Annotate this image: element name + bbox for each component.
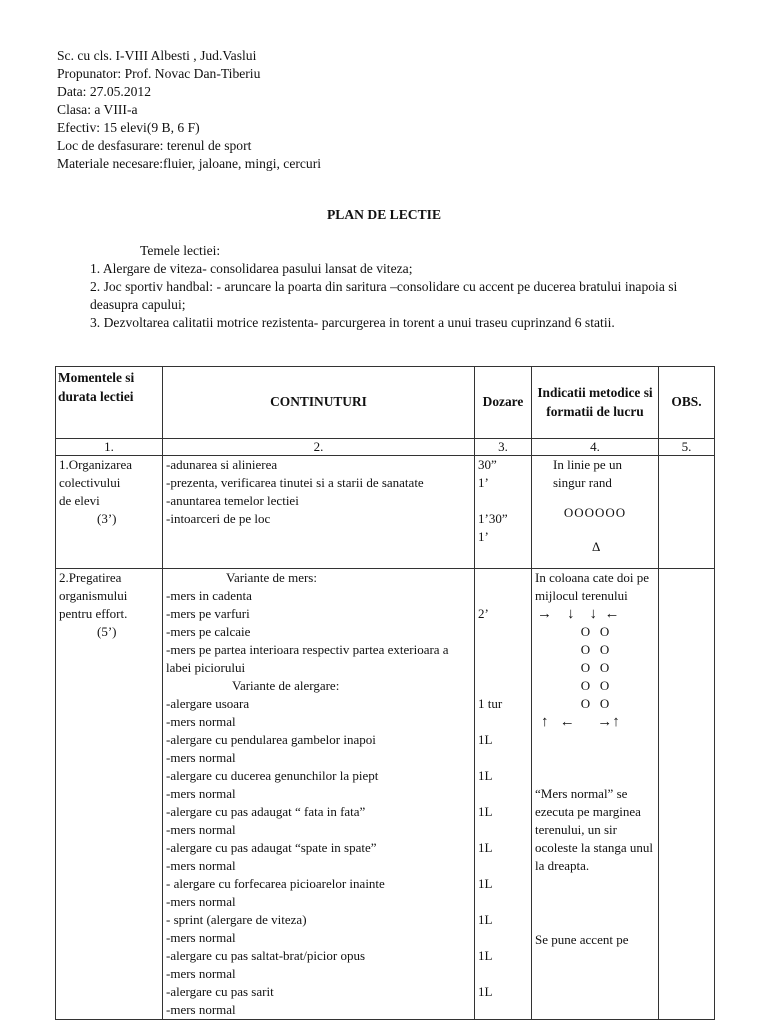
content-line: -mers normal — [166, 930, 236, 945]
header-contents: CONTINUTURI — [163, 367, 475, 439]
spacer — [535, 522, 655, 538]
arrow-diagram-bottom: ↑ ← →↑ — [541, 714, 620, 730]
dosage-value: 1L — [478, 840, 493, 855]
content-line: -mers normal — [166, 1002, 236, 1017]
lesson-themes — [90, 242, 680, 332]
location-line: Loc de desfasurare: terenul de sport — [57, 138, 252, 153]
content-subheading: Variante de alergare: — [232, 678, 340, 693]
content-line: -prezenta, verificarea tinutei si a starii de sanatate — [166, 475, 424, 490]
column-number: 5. — [659, 439, 715, 456]
table-header-row — [56, 367, 715, 439]
content-line: -mers pe calcaie — [166, 624, 251, 639]
spacer — [535, 731, 655, 785]
spacer — [535, 492, 655, 504]
formation-diagram: OOOOOO — [563, 505, 627, 520]
moment-cell — [56, 569, 163, 1020]
content-line: -mers normal — [166, 786, 236, 801]
dosage-value: 30” — [478, 457, 497, 472]
content-line: - alergare cu forfecarea picioarelor inainte — [166, 876, 385, 891]
moment-text: organismului — [59, 588, 128, 603]
content-line: -mers normal — [166, 966, 236, 981]
content-line: -mers normal — [166, 822, 236, 837]
table-row — [56, 569, 715, 1020]
dosage-spacer — [478, 929, 528, 947]
content-line: -alergare cu pas sarit — [166, 984, 274, 999]
content-line: -alergare usoara — [166, 696, 250, 711]
moment-cell — [56, 456, 163, 569]
theme-item: 3. Dezvoltarea calitatii motrice rezistenta- parcurgerea in torent a unui traseu cuprinzand 6 statii. — [90, 315, 615, 330]
document-header — [57, 47, 321, 173]
moment-text: colectivului — [59, 475, 121, 490]
class-line: Clasa: a VIII-a — [57, 102, 138, 117]
obs-cell — [659, 456, 715, 569]
teacher-line: Propunator: Prof. Novac Dan-Tiberiu — [57, 66, 261, 81]
column-formation-row: O O — [580, 678, 610, 693]
moment-text: 2.Pregatirea — [59, 570, 122, 585]
materials-line: Materiale necesare:fluier, jaloane, mingi, cercuri — [57, 156, 322, 171]
themes-intro: Temele lectiei: — [140, 243, 221, 258]
dosage-value: 1L — [478, 876, 493, 891]
moment-text: pentru effort. — [59, 606, 128, 621]
dosage-spacer — [478, 492, 528, 510]
column-number: 4. — [532, 439, 659, 456]
indications-cell — [532, 569, 659, 1020]
moment-text: 1.Organizarea — [59, 457, 133, 472]
content-line: -mers in cadenta — [166, 588, 252, 603]
content-line: -intoarceri de pe loc — [166, 511, 271, 526]
dosage-value: 1’ — [478, 475, 489, 490]
column-formation-row: O O — [580, 660, 610, 675]
dosage-spacer — [478, 749, 528, 767]
indications-cell — [532, 456, 659, 569]
moment-duration: (3’) — [97, 511, 117, 526]
dosage-spacer — [478, 569, 528, 605]
obs-cell — [659, 569, 715, 1020]
content-cell — [163, 456, 475, 569]
moment-duration: (5’) — [97, 624, 117, 639]
content-line: -anuntarea temelor lectiei — [166, 493, 299, 508]
dosage-spacer — [478, 965, 528, 983]
dosage-value: 1L — [478, 768, 493, 783]
dosage-value: 1L — [478, 732, 493, 747]
content-line: -mers normal — [166, 714, 236, 729]
content-line: -alergare cu pas saltat-brat/picior opus — [166, 948, 366, 963]
dosage-value: 1’30” — [478, 511, 508, 526]
dosage-cell — [475, 569, 532, 1020]
content-cell — [163, 569, 475, 1020]
content-line: -alergare cu pendularea gambelor inapoi — [166, 732, 376, 747]
page-title: PLAN DE LECTIE — [326, 207, 442, 222]
column-formation-row: O O — [580, 696, 610, 711]
content-line: -alergare cu pas adaugat “ fata in fata” — [166, 804, 366, 819]
dosage-spacer — [478, 893, 528, 911]
dosage-value: 1L — [478, 948, 493, 963]
dosage-value: 1’ — [478, 529, 489, 544]
dosage-value: 1L — [478, 804, 493, 819]
dosage-spacer — [478, 713, 528, 731]
content-subheading: Variante de mers: — [226, 570, 317, 585]
column-formation-row: O O — [580, 624, 610, 639]
header-obs: OBS. — [659, 367, 715, 439]
header-moments: Momentele si durata lectiei — [56, 367, 163, 439]
spacer — [535, 875, 655, 931]
dosage-spacer — [478, 821, 528, 839]
dosage-value: 1L — [478, 912, 493, 927]
content-line: -adunarea si alinierea — [166, 457, 278, 472]
theme-item: 1. Alergare de viteza- consolidarea pasului lansat de viteza; — [90, 261, 413, 276]
school-line: Sc. cu cls. I-VIII Albesti , Jud.Vaslui — [57, 48, 257, 63]
content-line: -mers normal — [166, 894, 236, 909]
moment-text: de elevi — [59, 493, 100, 508]
indication-text: In linie pe un singur rand — [553, 457, 622, 490]
content-line: -mers pe varfuri — [166, 606, 250, 621]
column-number: 3. — [475, 439, 532, 456]
column-number-row — [56, 439, 715, 456]
column-number: 2. — [163, 439, 475, 456]
table-row — [56, 456, 715, 569]
dosage-spacer — [478, 857, 528, 875]
dosage-value: 1 tur — [478, 696, 503, 711]
lesson-plan-table — [55, 366, 715, 1020]
dosage-cell — [475, 456, 532, 569]
dosage-value: 2’ — [478, 606, 489, 621]
indication-text: Se pune accent pe — [535, 932, 629, 947]
arrow-diagram-top: → ↓ ↓ ← — [537, 606, 620, 622]
header-indications: Indicatii metodice si formatii de lucru — [532, 367, 659, 439]
content-line: -alergare cu pas adaugat “spate in spate” — [166, 840, 377, 855]
indication-text: In coloana cate doi pe mijlocul terenului — [535, 570, 650, 603]
students-line: Efectiv: 15 elevi(9 B, 6 F) — [57, 120, 200, 135]
content-line: -mers pe partea interioara respectiv partea exterioara a labei piciorului — [166, 642, 449, 675]
date-line: Data: 27.05.2012 — [57, 84, 152, 99]
dosage-value: 1L — [478, 984, 493, 999]
content-line: -mers normal — [166, 858, 236, 873]
dosage-spacer — [478, 623, 528, 695]
content-line: - sprint (alergare de viteza) — [166, 912, 307, 927]
content-line: -mers normal — [166, 750, 236, 765]
header-dosage: Dozare — [475, 367, 532, 439]
content-line: -alergare cu ducerea genunchilor la piept — [166, 768, 379, 783]
indication-text: “Mers normal” se ezecuta pe marginea terenului, un sir ocoleste la stanga unul la dreapta. — [535, 786, 654, 873]
dosage-spacer — [478, 785, 528, 803]
column-formation-row: O O — [580, 642, 610, 657]
teacher-icon: Δ — [592, 539, 601, 554]
column-number: 1. — [56, 439, 163, 456]
theme-item: 2. Joc sportiv handbal: - aruncare la poarta din saritura –consolidare cu accent pe ducerea bratului inapoia si deasupra capului; — [90, 279, 678, 312]
